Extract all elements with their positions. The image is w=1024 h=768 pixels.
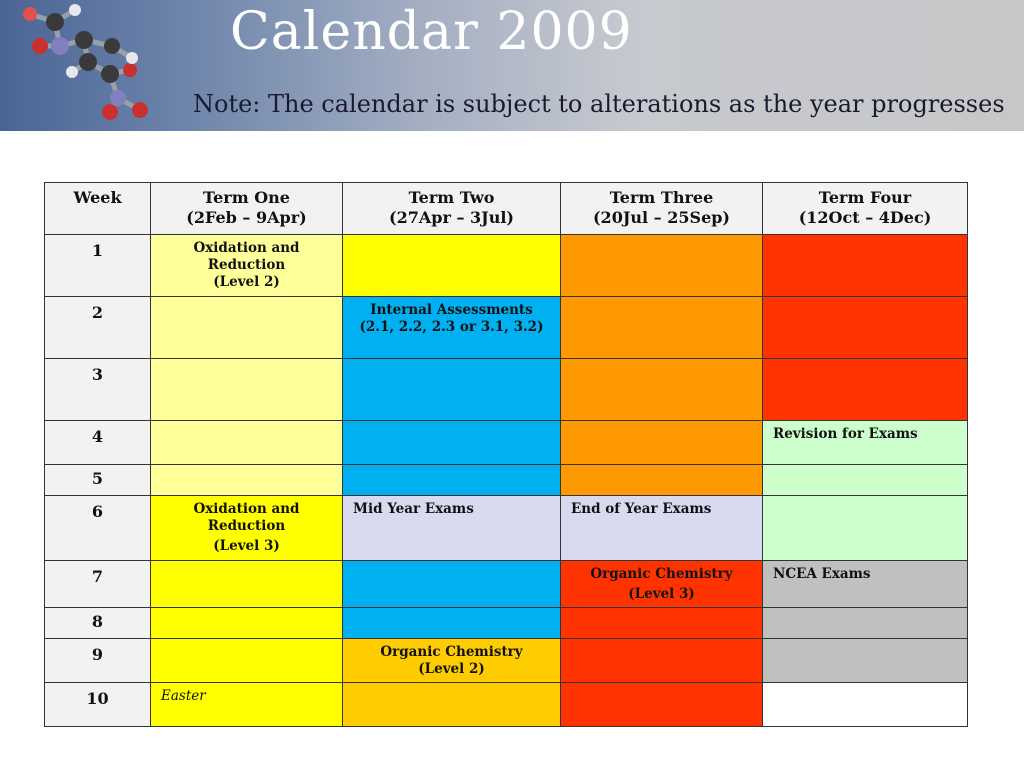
term-one-header: Term One (2Feb – 9Apr) [151, 183, 343, 235]
event-cell: Organic Chemistry (Level 3) [561, 561, 763, 608]
calendar-cell [763, 235, 968, 297]
calendar-cell [343, 421, 561, 465]
event-cell: Internal Assessments (2.1, 2.2, 2.3 or 3.1, 3.2) [343, 297, 561, 359]
calendar-cell [151, 465, 343, 496]
week-number: 1 [45, 235, 151, 297]
week-number: 5 [45, 465, 151, 496]
calendar-cell [343, 359, 561, 421]
calendar-cell [151, 421, 343, 465]
table-row [45, 359, 968, 421]
event-cell: Oxidation and Reduction (Level 3) [151, 496, 343, 561]
event-cell: Revision for Exams [763, 421, 968, 465]
calendar-cell [763, 359, 968, 421]
page-title: Calendar 2009 [230, 2, 633, 62]
molecule-image [0, 0, 160, 131]
calendar-cell [151, 297, 343, 359]
calendar-cell [763, 465, 968, 496]
calendar-cell [343, 608, 561, 639]
calendar-cell [763, 639, 968, 683]
week-number: 7 [45, 561, 151, 608]
calendar-cell [763, 608, 968, 639]
event-cell: Easter [151, 683, 343, 727]
event-cell: NCEA Exams [763, 561, 968, 608]
table-row [45, 561, 968, 608]
week-number: 3 [45, 359, 151, 421]
header-banner [0, 0, 1024, 131]
term-three-header: Term Three (20Jul – 25Sep) [561, 183, 763, 235]
page-note: Note: The calendar is subject to alterations as the year progresses [193, 90, 1005, 118]
week-number: 10 [45, 683, 151, 727]
calendar-cell [561, 235, 763, 297]
calendar-cell [763, 297, 968, 359]
header-row [45, 183, 968, 235]
table-row [45, 297, 968, 359]
table-row [45, 608, 968, 639]
calendar-cell [151, 561, 343, 608]
calendar-cell [561, 297, 763, 359]
week-number: 8 [45, 608, 151, 639]
calendar-cell [151, 608, 343, 639]
week-header: Week [45, 183, 151, 235]
calendar-cell [151, 359, 343, 421]
table-row [45, 465, 968, 496]
calendar-cell [343, 561, 561, 608]
event-cell: Oxidation and Reduction (Level 2) [151, 235, 343, 297]
table-row [45, 421, 968, 465]
calendar-cell [561, 359, 763, 421]
table-row [45, 683, 968, 727]
week-number: 2 [45, 297, 151, 359]
calendar-cell [343, 235, 561, 297]
event-cell: Mid Year Exams [343, 496, 561, 561]
event-cell: End of Year Exams [561, 496, 763, 561]
calendar-cell [561, 465, 763, 496]
calendar-cell [561, 608, 763, 639]
calendar-cell [561, 639, 763, 683]
calendar-cell [151, 639, 343, 683]
table-row [45, 496, 968, 561]
week-number: 6 [45, 496, 151, 561]
term-two-header: Term Two (27Apr – 3Jul) [343, 183, 561, 235]
calendar-cell [763, 496, 968, 561]
event-cell: Organic Chemistry (Level 2) [343, 639, 561, 683]
calendar-table [44, 182, 968, 727]
calendar-cell [763, 683, 968, 727]
week-number: 4 [45, 421, 151, 465]
table-row [45, 639, 968, 683]
term-four-header: Term Four (12Oct – 4Dec) [763, 183, 968, 235]
calendar-cell [343, 465, 561, 496]
week-number: 9 [45, 639, 151, 683]
calendar-cell [343, 683, 561, 727]
table-row [45, 235, 968, 297]
calendar-cell [561, 683, 763, 727]
calendar-cell [561, 421, 763, 465]
